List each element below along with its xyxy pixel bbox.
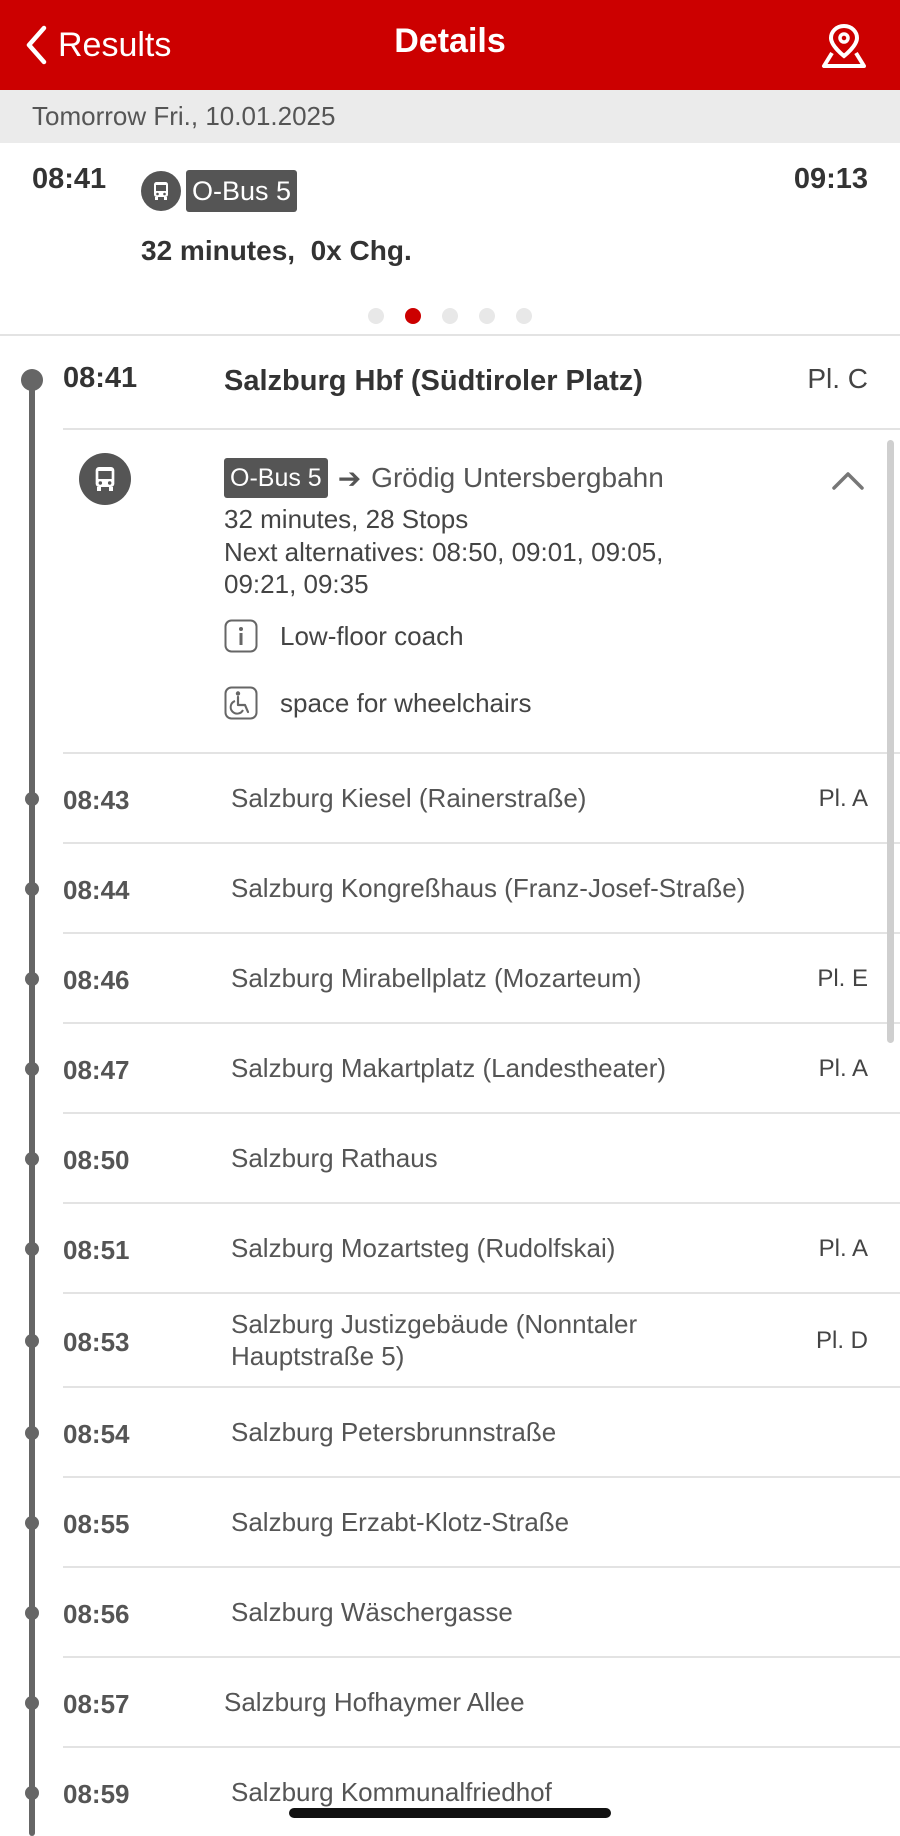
stop-node (25, 1516, 39, 1530)
home-indicator[interactable] (289, 1808, 611, 1818)
stop-name: Salzburg Mirabellplatz (Mozarteum) (231, 963, 642, 993)
chevron-up-icon (828, 462, 868, 496)
feature-wheelchair (224, 686, 531, 720)
feature-label: space for wheelchairs (280, 687, 532, 718)
stop-node (25, 792, 39, 806)
connection-summary (0, 143, 900, 335)
page-dot-active[interactable] (405, 308, 421, 324)
stop-name: Salzburg Justizgebäude (Nonntaler Hauptstraße 5) (231, 1309, 638, 1371)
collapse-button[interactable] (828, 462, 868, 496)
stop-row[interactable] (0, 1294, 900, 1388)
origin-stop-name[interactable]: Salzburg Hbf (Südtiroler Platz) (224, 365, 643, 397)
stop-row[interactable] (0, 1568, 900, 1658)
stop-platform: Pl. A (818, 785, 868, 812)
stop-time: 08:51 (63, 1235, 130, 1265)
stop-name: Salzburg Kongreßhaus (Franz-Josef-Straße) (231, 873, 746, 903)
origin-node (21, 369, 43, 391)
stop-node (25, 1696, 39, 1710)
back-button[interactable] (24, 22, 171, 68)
stop-row[interactable] (0, 1204, 900, 1294)
stop-node (25, 1786, 39, 1800)
stop-name: Salzburg Petersbrunnstraße (231, 1417, 557, 1447)
stop-row[interactable] (0, 934, 900, 1024)
page-dot[interactable] (368, 308, 384, 324)
stop-row[interactable] (0, 1478, 900, 1568)
scrollbar[interactable] (887, 440, 894, 1043)
stop-name: Salzburg Rathaus (231, 1143, 438, 1173)
divider (0, 334, 900, 336)
page-title: Details (394, 22, 506, 60)
stop-time: 08:50 (63, 1145, 130, 1175)
map-button[interactable] (820, 20, 868, 70)
stop-time: 08:56 (63, 1599, 130, 1629)
stop-row[interactable] (0, 1114, 900, 1204)
summary-departure-time: 08:41 (32, 163, 107, 195)
stop-node (25, 972, 39, 986)
stop-time: 08:55 (63, 1509, 130, 1539)
direction-arrow: ➔ (337, 462, 362, 494)
stop-platform: Pl. A (818, 1055, 868, 1082)
stop-time: 08:46 (63, 965, 130, 995)
stop-row[interactable] (0, 754, 900, 844)
page-dot[interactable] (442, 308, 458, 324)
origin-time: 08:41 (63, 362, 138, 394)
map-marker-icon (820, 20, 868, 70)
stop-name: Salzburg Kiesel (Rainerstraße) (231, 783, 587, 813)
divider (63, 428, 900, 430)
stop-node (25, 1334, 39, 1348)
stop-name: Salzburg Mozartsteg (Rudolfskai) (231, 1233, 616, 1263)
feature-label: Low-floor coach (280, 620, 464, 651)
leg-direction: Grödig Untersbergbahn (371, 462, 664, 493)
stop-platform: Pl. E (817, 965, 868, 992)
stop-name: Salzburg Kommunalfriedhof (231, 1777, 552, 1807)
stop-name: Salzburg Wäschergasse (231, 1597, 513, 1627)
stop-time: 08:54 (63, 1419, 130, 1449)
origin-platform: Pl. C (807, 363, 868, 394)
stop-node (25, 1606, 39, 1620)
stop-time: 08:47 (63, 1055, 130, 1085)
stop-node (25, 1426, 39, 1440)
leg-header (224, 458, 664, 498)
chevron-left-icon (24, 25, 48, 65)
line-badge: O-Bus 5 (186, 170, 297, 212)
stop-row[interactable] (0, 1658, 900, 1748)
stop-name: Salzburg Erzabt-Klotz-Straße (231, 1507, 570, 1537)
stop-node (25, 1242, 39, 1256)
page-indicator (0, 308, 900, 324)
summary-arrival-time: 09:13 (793, 163, 868, 195)
stop-platform: Pl. D (815, 1327, 868, 1354)
leg-stats: 32 minutes, 28 Stops (224, 504, 469, 534)
bus-icon (79, 453, 131, 505)
stop-row[interactable] (0, 1388, 900, 1478)
stop-time: 08:57 (63, 1689, 130, 1719)
stop-node (25, 1062, 39, 1076)
summary-duration: 32 minutes, 0x Chg. (141, 235, 412, 266)
stop-row[interactable] (0, 844, 900, 934)
stop-name: Salzburg Makartplatz (Landestheater) (231, 1053, 667, 1083)
stop-name: Salzburg Hofhaymer Allee (224, 1687, 525, 1717)
bus-icon (141, 171, 181, 211)
stop-node (25, 882, 39, 896)
stop-row[interactable] (0, 1024, 900, 1114)
stop-time: 08:59 (63, 1779, 130, 1809)
info-icon (224, 619, 258, 653)
feature-low-floor (224, 619, 464, 653)
stop-time: 08:43 (63, 785, 130, 815)
page-dot[interactable] (516, 308, 532, 324)
stop-time: 08:44 (63, 875, 130, 905)
back-button-label: Results (58, 25, 172, 64)
wheelchair-icon (224, 686, 258, 720)
stop-node (25, 1152, 39, 1166)
stop-platform: Pl. A (818, 1235, 868, 1262)
stop-time: 08:53 (63, 1327, 130, 1357)
stop-row[interactable] (0, 1748, 900, 1836)
leg-alternatives: Next alternatives: 08:50, 09:01, 09:05, (224, 537, 664, 567)
top-app-bar (0, 0, 900, 90)
line-badge: O-Bus 5 (224, 458, 328, 498)
page-dot[interactable] (479, 308, 495, 324)
travel-date: Tomorrow Fri., 10.01.2025 (0, 90, 900, 143)
leg-alternatives-cont: 09:21, 09:35 (224, 569, 369, 599)
